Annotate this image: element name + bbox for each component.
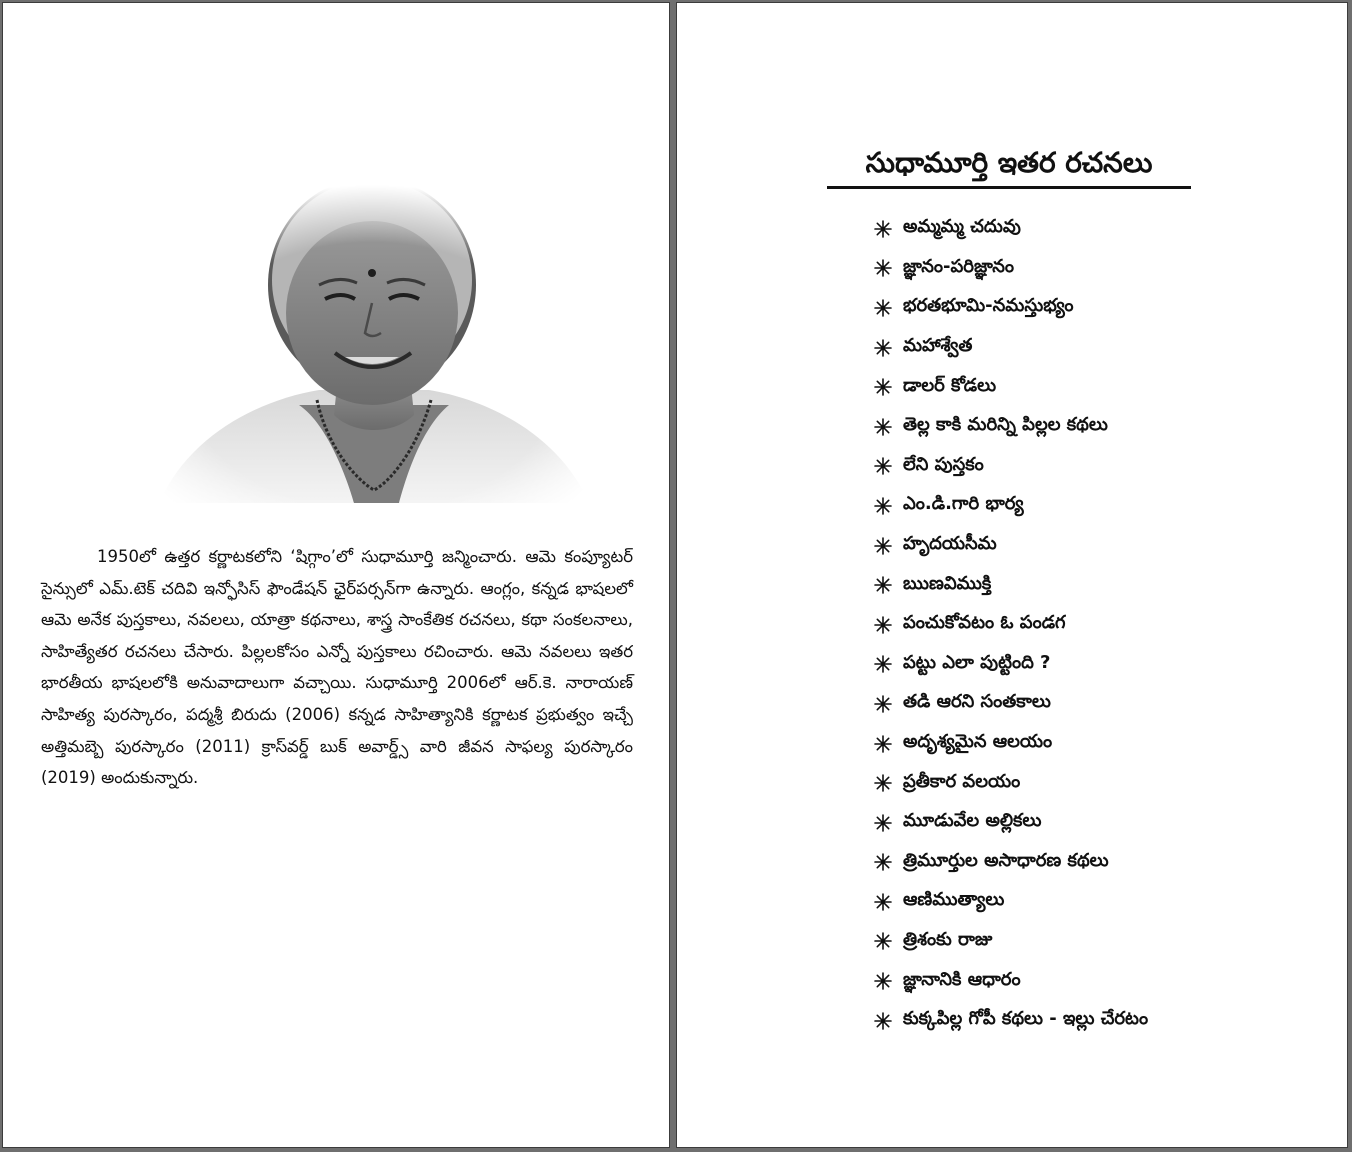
work-title: డాలర్ కోడలు: [903, 374, 997, 396]
list-item: [873, 763, 1148, 803]
list-item: [873, 407, 1148, 447]
star-icon: [873, 773, 893, 793]
star-icon: [873, 694, 893, 714]
other-works-title: సుధామూర్తి ఇతర రచనలు: [865, 146, 1153, 179]
star-icon: [873, 1011, 893, 1031]
star-icon: [873, 298, 893, 318]
star-icon: [873, 654, 893, 674]
list-item: [873, 288, 1148, 328]
list-item: [873, 209, 1148, 249]
work-title: అదృశ్యమైన ఆలయం: [903, 731, 1053, 753]
star-icon: [873, 931, 893, 951]
work-title: కుక్కపిల్ల గోపీ కథలు - ఇల్లు చేరటం: [903, 1008, 1149, 1030]
work-title: అమ్మమ్మ చదువు: [903, 216, 1021, 238]
work-title: పంచుకోవటం ఓ పండగ: [903, 612, 1066, 634]
work-title: హృదయసీమ: [903, 533, 997, 555]
work-title: మహాశ్వేత: [903, 335, 973, 357]
title-underline: [827, 186, 1191, 189]
list-item: [873, 486, 1148, 526]
list-item: [873, 803, 1148, 843]
work-title: తడి ఆరని సంతకాలు: [903, 691, 1051, 713]
list-item: [873, 526, 1148, 566]
star-icon: [873, 456, 893, 476]
work-title: మూడువేల అల్లికలు: [903, 810, 1042, 832]
work-title: జ్ఞానానికి ఆధారం: [903, 968, 1021, 990]
author-portrait: [149, 185, 595, 503]
star-icon: [873, 496, 893, 516]
star-icon: [873, 219, 893, 239]
work-title: ఆణిముత్యాలు: [903, 889, 1005, 911]
list-item: [873, 882, 1148, 922]
right-page: [676, 2, 1348, 1148]
list-item: [873, 645, 1148, 685]
work-title: లేని పుస్తకం: [903, 453, 984, 475]
star-icon: [873, 615, 893, 635]
list-item: [873, 1001, 1148, 1041]
list-item: [873, 605, 1148, 645]
left-page: [2, 2, 670, 1148]
star-icon: [873, 734, 893, 754]
list-item: [873, 447, 1148, 487]
work-title: జ్ఞానం-పరిజ్ఞానం: [903, 255, 1015, 277]
work-title: పట్టు ఎలా పుట్టింది ?: [903, 651, 1051, 673]
star-icon: [873, 852, 893, 872]
list-item: [873, 328, 1148, 368]
list-item: [873, 367, 1148, 407]
list-item: [873, 724, 1148, 764]
work-title: ఋణవిముక్తి: [903, 572, 992, 594]
work-title: ఎం.డి.గారి భార్య: [903, 493, 1024, 515]
star-icon: [873, 258, 893, 278]
list-item: [873, 249, 1148, 289]
star-icon: [873, 536, 893, 556]
work-title: త్రిశంకు రాజు: [903, 928, 993, 950]
other-works-list: [873, 209, 1148, 1040]
list-item: [873, 684, 1148, 724]
work-title: ప్రతీకార వలయం: [903, 770, 1021, 792]
work-title: భరతభూమి-నమస్తుభ్యం: [903, 295, 1074, 317]
list-item: [873, 961, 1148, 1001]
work-title: త్రిమూర్తుల అసాధారణ కథలు: [903, 849, 1109, 871]
star-icon: [873, 813, 893, 833]
work-title: తెల్ల కాకి మరిన్ని పిల్లల కథలు: [903, 414, 1108, 436]
star-icon: [873, 338, 893, 358]
list-item: [873, 922, 1148, 962]
list-item: [873, 565, 1148, 605]
author-biography: 1950లో ఉత్తర కర్ణాటకలోని ‘షిగ్గాం’లో సుధామూర్తి జన్మించారు. ఆమె కంప్యూటర్ సైన్సులో ఎమ్.టెక్ చదివి ఇన్ఫోసిస్ ఫౌండేషన్ ఛైర్‌పర్సన్‌గా ఉన్నారు. ఆంగ్లం, కన్నడ భాషలలో ఆమె అనేక పుస్తకాలు, నవలలు, యాత్రా కథనాలు, శాస్త్ర సాంకేతిక రచనలు, కథా సంకలనాలు, సాహిత్యేతర రచనలు చేసారు. పిల్లలకోసం ఎన్నో పుస్తకాలు రచించారు. ఆమె నవలలు ఇతర భారతీయ భాషలలోకి అనువాదాలుగా వచ్చాయి. సుధామూర్తి 2006లో ఆర్.కె. నారాయణ్ సాహిత్య పురస్కారం, పద్మశ్రీ బిరుదు (2006) కన్నడ సాహిత్యానికి కర్ణాటక ప్రభుత్వం ఇచ్చే అత్తిమబ్బె పురస్కారం (2011) క్రాస్‌వర్డ్ బుక్ అవార్డ్స్ వారి జీవన సాఫల్య పురస్కారం (2019) అందుకున్నారు.: [41, 547, 633, 788]
star-icon: [873, 377, 893, 397]
star-icon: [873, 417, 893, 437]
star-icon: [873, 971, 893, 991]
star-icon: [873, 892, 893, 912]
list-item: [873, 843, 1148, 883]
star-icon: [873, 575, 893, 595]
